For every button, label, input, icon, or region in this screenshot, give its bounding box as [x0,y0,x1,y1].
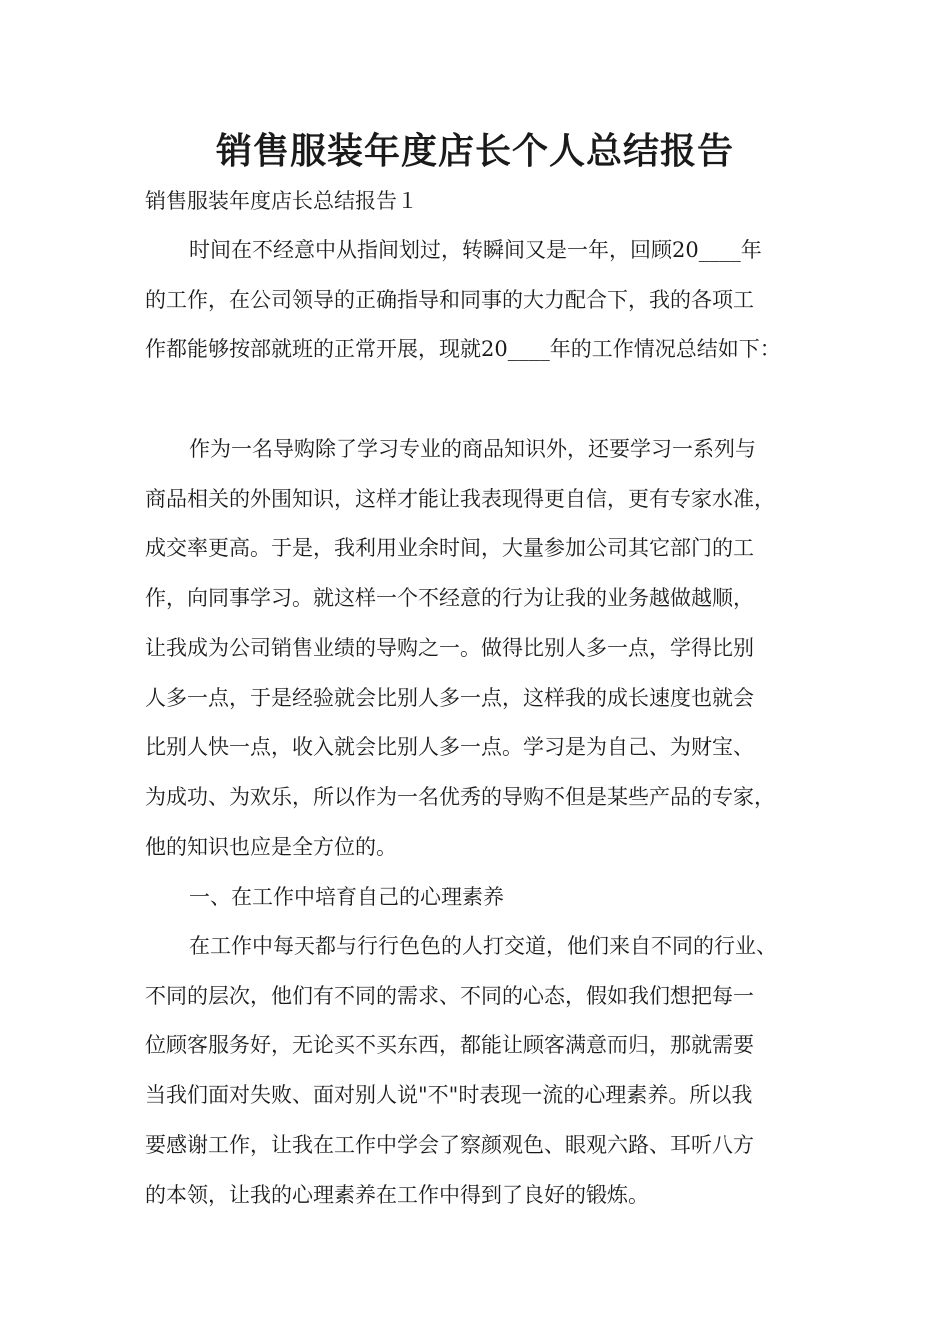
document-title: 销售服装年度店长个人总结报告 [215,131,734,172]
paragraph-line: 要感谢工作，让我在工作中学会了察颜观色、眼观六路、耳听八方 [145,1132,754,1157]
paragraph-line: 人多一点，于是经验就会比别人多一点，这样我的成长速度也就会 [145,685,754,710]
paragraph-line: 当我们面对失败、面对别人说"不"时表现一流的心理素养。所以我 [145,1083,753,1108]
paragraph-line: 作都能够按部就班的正常开展，现就20____年的工作情况总结如下： [145,337,781,362]
paragraph-line: 的本领，让我的心理素养在工作中得到了良好的锻炼。 [145,1182,649,1207]
paragraph-line: 商品相关的外围知识，这样才能让我表现得更自信，更有专家水准， [145,486,775,511]
document-subtitle: 销售服装年度店长总结报告１ [145,189,418,213]
paragraph-line: 成交率更高。于是，我利用业余时间，大量参加公司其它部门的工 [145,536,754,561]
paragraph-line: 让我成为公司销售业绩的导购之一。做得比别人多一点，学得比别 [145,635,754,660]
paragraph-1 [145,226,835,375]
paragraph-line: 时间在不经意中从指间划过，转瞬间又是一年，回顾20____年 [189,238,762,262]
paragraph-line: 不同的层次，他们有不同的需求、不同的心态，假如我们想把每一 [145,983,754,1008]
paragraph-line: 他的知识也应是全方位的。 [145,834,397,859]
paragraph-line: 在工作中每天都与行行色色的人打交道，他们来自不同的行业、 [189,934,777,958]
section-heading: 一、在工作中培育自己的心理素养 [189,885,504,909]
paragraph-line: 为成功、为欢乐，所以作为一名优秀的导购不但是某些产品的专家， [145,784,775,809]
paragraph-3 [145,922,835,1220]
paragraph-line: 的工作，在公司领导的正确指导和同事的大力配合下，我的各项工 [145,287,754,312]
paragraph-line: 比别人快一点，收入就会比别人多一点。学习是为自己、为财宝、 [145,735,754,760]
paragraph-2 [145,425,835,872]
paragraph-line: 位顾客服务好，无论买不买东西，都能让顾客满意而归，那就需要 [145,1033,754,1058]
paragraph-line: 作为一名导购除了学习专业的商品知识外，还要学习一系列与 [189,437,756,461]
paragraph-line: 作，向同事学习。就这样一个不经意的行为让我的业务越做越顺， [145,586,754,611]
